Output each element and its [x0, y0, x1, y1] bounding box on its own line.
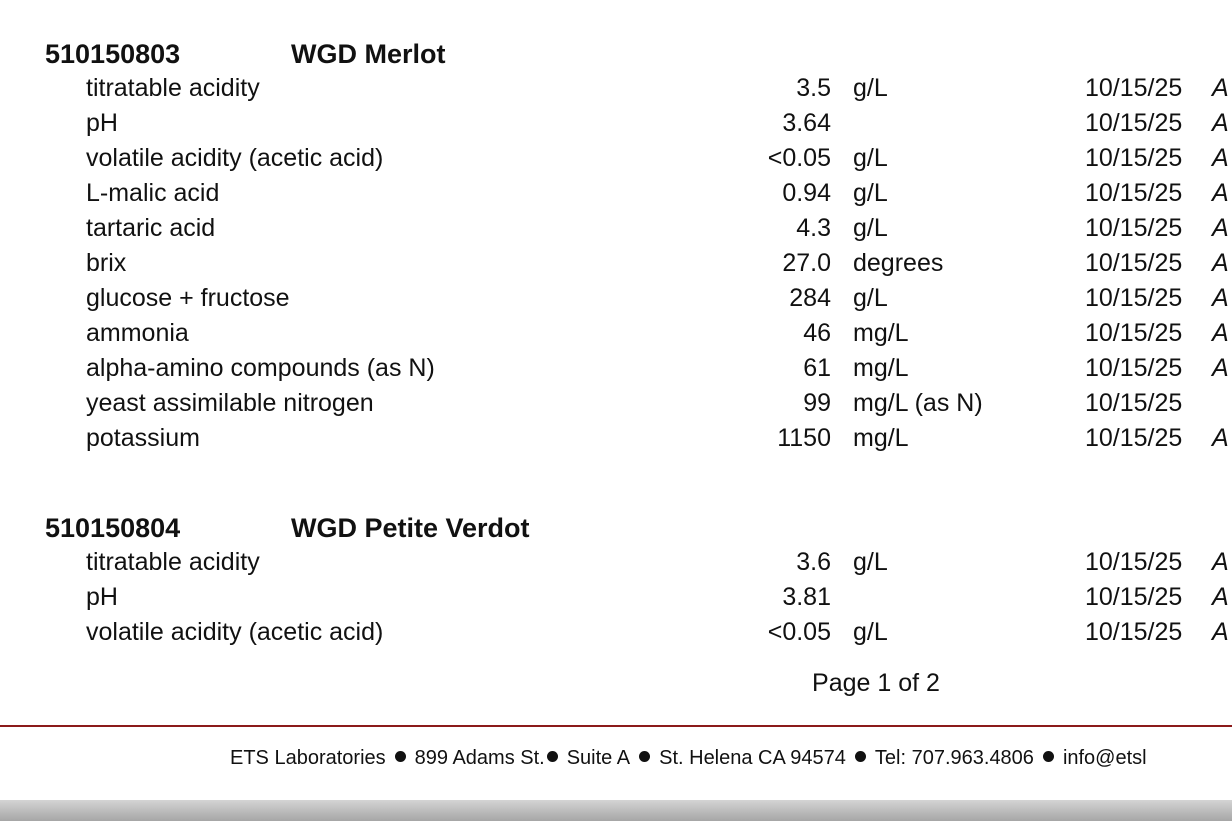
result-flag: A — [1212, 583, 1229, 611]
result-unit: degrees — [853, 249, 944, 277]
result-row — [0, 351, 1232, 386]
result-value: 3.6 — [796, 548, 831, 576]
result-date: 10/15/25 — [1085, 424, 1183, 452]
bullet-dot-icon — [547, 751, 558, 762]
result-row — [0, 211, 1232, 246]
bullet-dot-icon — [639, 751, 650, 762]
sample-header — [0, 33, 1232, 71]
footer-phone: Tel: 707.963.4806 — [874, 747, 1034, 769]
result-row — [0, 316, 1232, 351]
result-value: <0.05 — [767, 144, 831, 172]
result-flag: A — [1212, 74, 1229, 102]
result-unit: mg/L — [853, 319, 909, 347]
result-date: 10/15/25 — [1085, 284, 1183, 312]
analyte-name: tartaric acid — [86, 214, 216, 242]
analyte-name: titratable acidity — [86, 74, 260, 102]
result-row — [0, 71, 1232, 106]
result-row — [0, 176, 1232, 211]
result-date: 10/15/25 — [1085, 249, 1183, 277]
bullet-dot-icon — [1043, 751, 1054, 762]
result-value: 61 — [803, 354, 831, 382]
result-unit: g/L — [853, 284, 888, 312]
result-date: 10/15/25 — [1085, 618, 1183, 646]
sample-name: WGD Petite Verdot — [291, 513, 530, 543]
result-unit: g/L — [853, 74, 888, 102]
result-value: 1150 — [777, 424, 831, 452]
result-unit: g/L — [853, 214, 888, 242]
result-flag: A — [1212, 319, 1229, 347]
result-flag: A — [1212, 548, 1229, 576]
result-unit: mg/L (as N) — [853, 389, 983, 417]
sample-id: 510150803 — [45, 39, 181, 69]
result-value: 4.3 — [796, 214, 831, 242]
result-row — [0, 106, 1232, 141]
sample-id: 510150804 — [45, 513, 181, 543]
sample-block — [0, 33, 1232, 456]
result-unit: mg/L — [853, 354, 909, 382]
analyte-name: L-malic acid — [86, 179, 220, 207]
footer-company: ETS Laboratories — [230, 747, 386, 769]
result-date: 10/15/25 — [1085, 319, 1183, 347]
analyte-name: volatile acidity (acetic acid) — [86, 144, 384, 172]
sample-header — [0, 507, 1232, 545]
result-unit: g/L — [853, 548, 888, 576]
result-date: 10/15/25 — [1085, 354, 1183, 382]
sample-name: WGD Merlot — [291, 39, 446, 69]
result-row — [0, 141, 1232, 176]
analyte-name: pH — [86, 109, 118, 137]
analyte-name: titratable acidity — [86, 548, 260, 576]
result-flag: A — [1212, 214, 1229, 242]
result-unit: g/L — [853, 179, 888, 207]
result-value: 46 — [803, 319, 831, 347]
result-unit: g/L — [853, 144, 888, 172]
result-unit: mg/L — [853, 424, 909, 452]
analyte-name: potassium — [86, 424, 200, 452]
result-date: 10/15/25 — [1085, 179, 1183, 207]
result-flag: A — [1212, 354, 1229, 382]
analyte-name: pH — [86, 583, 118, 611]
result-row — [0, 421, 1232, 456]
result-value: 284 — [789, 284, 831, 312]
footer-email: info@etsl — [1062, 747, 1147, 769]
result-row — [0, 580, 1232, 615]
analyte-name: volatile acidity (acetic acid) — [86, 618, 384, 646]
result-flag: A — [1212, 424, 1229, 452]
result-date: 10/15/25 — [1085, 109, 1183, 137]
footer-contact-line — [230, 747, 1147, 770]
footer-divider — [0, 725, 1232, 727]
bullet-dot-icon — [855, 751, 866, 762]
result-row — [0, 386, 1232, 421]
result-value: 3.81 — [782, 583, 831, 611]
analyte-name: yeast assimilable nitrogen — [86, 389, 374, 417]
footer-city: St. Helena CA 94574 — [659, 747, 846, 769]
analyte-name: brix — [86, 249, 127, 277]
result-value: 99 — [803, 389, 831, 417]
bullet-dot-icon — [395, 751, 406, 762]
result-row — [0, 246, 1232, 281]
result-value: <0.05 — [767, 618, 831, 646]
analyte-name: ammonia — [86, 319, 189, 347]
result-row — [0, 615, 1232, 650]
footer-street: 899 Adams St. — [414, 747, 545, 769]
result-value: 27.0 — [782, 249, 831, 277]
viewer-bottom-bar — [0, 800, 1232, 821]
result-date: 10/15/25 — [1085, 389, 1183, 417]
result-flag: A — [1212, 249, 1229, 277]
result-flag: A — [1212, 109, 1229, 137]
result-unit: g/L — [853, 618, 888, 646]
result-flag: A — [1212, 618, 1229, 646]
result-date: 10/15/25 — [1085, 214, 1183, 242]
footer-suite: Suite A — [566, 747, 631, 769]
page-number: Page 1 of 2 — [812, 669, 940, 697]
result-value: 3.64 — [782, 109, 831, 137]
result-date: 10/15/25 — [1085, 548, 1183, 576]
result-date: 10/15/25 — [1085, 74, 1183, 102]
result-value: 0.94 — [782, 179, 831, 207]
result-row — [0, 281, 1232, 316]
result-value: 3.5 — [796, 74, 831, 102]
result-date: 10/15/25 — [1085, 583, 1183, 611]
analyte-name: alpha-amino compounds (as N) — [86, 354, 435, 382]
result-flag: A — [1212, 144, 1229, 172]
analyte-name: glucose + fructose — [86, 284, 290, 312]
result-date: 10/15/25 — [1085, 144, 1183, 172]
result-flag: A — [1212, 284, 1229, 312]
result-flag: A — [1212, 179, 1229, 207]
sample-block — [0, 507, 1232, 650]
result-row — [0, 545, 1232, 580]
